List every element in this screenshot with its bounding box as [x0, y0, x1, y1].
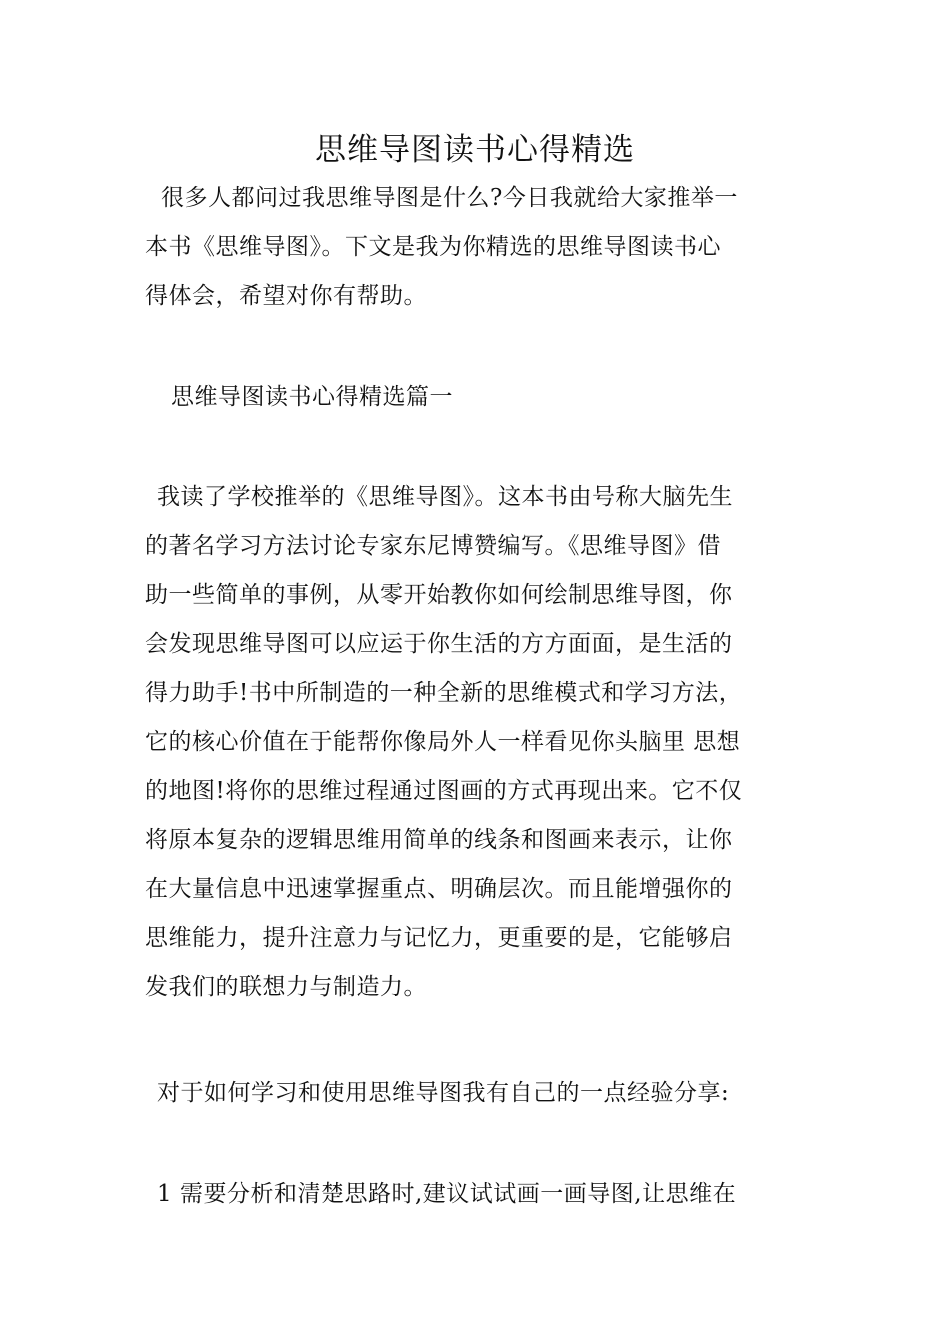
- main-line-1: 我读了学校推举的《思维导图》。这本书由号称大脑先生: [157, 484, 733, 510]
- main-line-3: 助一些简单的事例，从零开始教你如何绘制思维导图，你: [145, 582, 733, 608]
- main-line-2: 的著名学习方法讨论专家东尼博赞编写。《思维导图》借: [145, 533, 721, 559]
- section-heading: [145, 373, 810, 422]
- list-item-1-line: 1 需要分析和清楚思路时,建议试试画一画导图,让思维在: [157, 1181, 737, 1207]
- main-line-8: 将原本复杂的逻辑思维用简单的线条和图画来表示，让你: [145, 827, 733, 853]
- main-line-10: 思维能力，提升注意力与记忆力，更重要的是，它能够启: [145, 925, 733, 951]
- share-paragraph: [145, 1069, 810, 1118]
- intro-line-1: 很多人都问过我思维导图是什么?今日我就给大家推举一: [161, 185, 738, 211]
- main-line-9: 在大量信息中迅速掌握重点、明确层次。而且能增强你的: [145, 876, 733, 902]
- main-line-11: 发我们的联想力与制造力。: [145, 974, 427, 1000]
- intro-paragraph: [145, 174, 810, 321]
- document-title: 思维导图读书心得精选: [315, 132, 635, 168]
- main-paragraph: [145, 473, 810, 1012]
- share-line: 对于如何学习和使用思维导图我有自己的一点经验分享:: [157, 1080, 730, 1106]
- intro-line-2: 本书《思维导图》。下文是我为你精选的思维导图读书心: [145, 234, 721, 260]
- section-heading-text: 思维导图读书心得精选篇一: [171, 384, 453, 410]
- main-line-6: 它的核心价值在于能帮你像局外人一样看见你头脑里 思想: [145, 729, 741, 755]
- main-line-7: 的地图!将你的思维过程通过图画的方式再现出来。它不仅: [145, 778, 743, 804]
- list-item: [145, 1170, 810, 1219]
- main-line-5: 得力助手!书中所制造的一种全新的思维模式和学习方法，: [145, 680, 743, 706]
- main-line-4: 会发现思维导图可以应运于你生活的方方面面，是生活的: [145, 631, 733, 657]
- intro-line-3: 得体会，希望对你有帮助。: [145, 283, 427, 309]
